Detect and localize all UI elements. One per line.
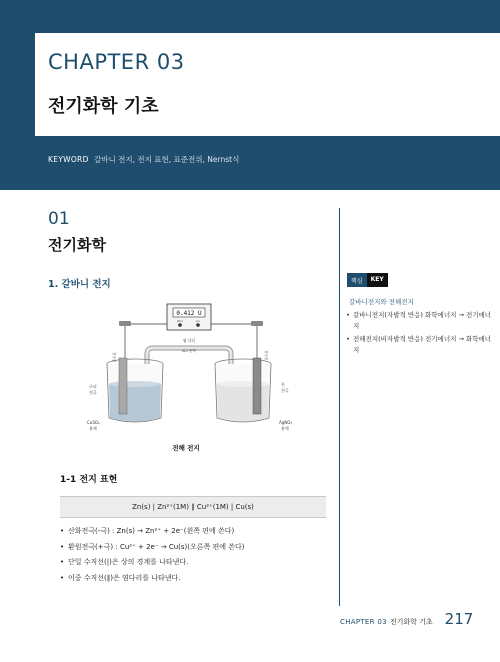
clip-right <box>251 321 263 326</box>
wire-label-left: 전극선 <box>112 352 116 363</box>
subsection-title: 1. 갈바니 전지 <box>48 279 111 290</box>
sidebar-title: 갈바니전지와 전해전지 <box>349 298 414 306</box>
voltmeter-label-left: Zinc <box>176 319 184 323</box>
footer-title: 전기화학 기초 <box>389 618 433 626</box>
voltmeter-terminal-left <box>178 323 182 327</box>
key-badge-key: KEY <box>367 273 388 287</box>
key-badge-core: 핵심 <box>347 273 367 287</box>
left-electrode-label-1: 구리 <box>89 384 97 389</box>
footer-chapter: CHAPTER 03 <box>340 618 387 626</box>
electrolytic-cell-diagram <box>85 300 315 460</box>
rule-item: • 단일 수직선(|)은 상의 경계를 나타낸다. <box>60 555 335 571</box>
chapter-label: CHAPTER 03 <box>48 50 185 74</box>
chapter-title: 전기화학 기초 <box>48 96 159 117</box>
clip-left <box>119 321 131 326</box>
rule-item: • 이중 수직선(∥)은 염다리를 나타낸다. <box>60 571 335 587</box>
wire-right <box>211 324 257 358</box>
keyword-label: KEYWORD <box>48 155 89 164</box>
left-electrode <box>119 358 127 414</box>
left-solution <box>109 384 161 422</box>
salt-bridge-label-1: 염 다리 <box>182 338 196 343</box>
right-electrode-label-1: 은 <box>281 382 285 387</box>
diagram-caption: 전해 전지 <box>172 444 200 452</box>
voltmeter-terminal-right <box>196 323 200 327</box>
sidebar-item: • 전해전지(비자발적 반응) 전기에너지 → 화학에너지 <box>344 334 494 356</box>
rule-item: • 산화전극(-극) : Zn(s) → Zn²⁺ + 2e⁻(왼쪽 편에 쓴다) <box>60 524 335 540</box>
sidebar-list <box>344 310 494 358</box>
rule-item: • 환원전극(+극) : Cu²⁺ + 2e⁻ → Cu(s)(오른쪽 편에 쓴다) <box>60 540 335 556</box>
notation-rules <box>60 524 335 586</box>
left-electrode-label-2: 전극 <box>89 390 97 395</box>
formula-box <box>60 496 326 518</box>
voltmeter-value: 0.412 U <box>176 310 202 317</box>
column-divider <box>339 208 340 606</box>
keyword-line <box>48 154 239 165</box>
wire-label-right: 전극선 <box>264 350 268 361</box>
section-title: 전기화학 <box>48 236 106 254</box>
key-badge <box>347 273 388 287</box>
sidebar-item: • 갈바니전지(자발적 반응) 화학에너지 → 전기에너지 <box>344 310 494 332</box>
chapter-title-panel <box>35 33 500 136</box>
cell-notation: Zn(s) | Zn²⁺(1M) ∥ Cu²⁺(1M) | Cu(s) <box>132 503 254 511</box>
left-solution-label-2: 용액 <box>89 426 97 431</box>
right-solution-label-2: 용액 <box>281 426 289 431</box>
subsection2-title: 1-1 전지 표현 <box>60 475 118 485</box>
voltmeter-label-right: Cu <box>196 319 200 323</box>
right-solution-label-1: AgNO₃ <box>279 420 293 425</box>
keyword-list: 갈바니 전지, 전지 표현, 표준전위, Nernst식 <box>94 155 240 164</box>
page-number: 217 <box>444 610 474 628</box>
right-electrode-label-2: 전극 <box>281 388 289 393</box>
left-solution-label-1: CuSO₄ <box>87 420 100 425</box>
section-number: 01 <box>48 209 70 229</box>
salt-bridge-label-2: KCl 용액 <box>182 349 196 353</box>
page-footer <box>340 610 473 628</box>
right-electrode <box>253 358 261 414</box>
